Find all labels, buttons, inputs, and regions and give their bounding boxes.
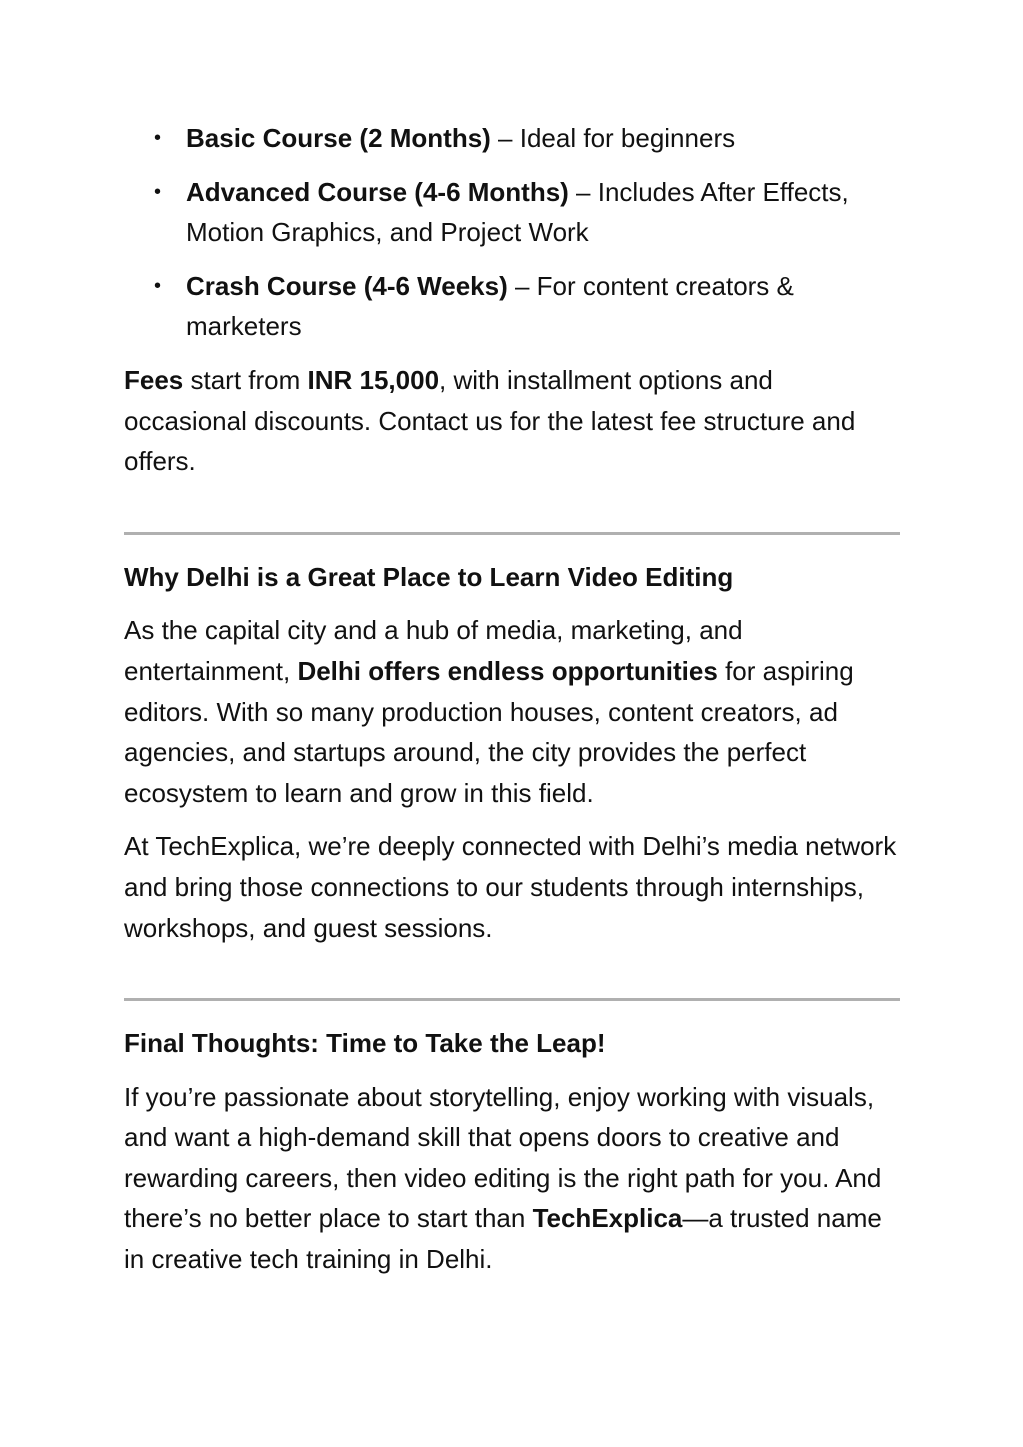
fees-text: start from	[183, 364, 308, 395]
section-divider	[124, 998, 900, 1001]
course-name: Basic Course (2 Months)	[186, 123, 491, 153]
course-name: Crash Course (4-6 Weeks)	[186, 270, 508, 301]
list-item	[124, 172, 900, 253]
list-item	[124, 118, 900, 159]
paragraph-text: for aspiring editors. With so many production houses, content creators, ad agencies, and startups around, the city provides the perfect ecosystem to learn and grow in this field.	[124, 655, 854, 808]
section-heading-final: Final Thoughts: Time to Take the Leap!	[124, 1028, 606, 1059]
course-list	[124, 118, 900, 347]
delhi-paragraph-2: At TechExplica, we’re deeply connected with Delhi’s media network and bring those connections to our students through internships, workshops, and guest sessions.	[124, 831, 897, 943]
bullet-icon: •	[154, 127, 162, 149]
paragraph-emphasis: Delhi offers endless opportunities	[297, 655, 718, 686]
paragraph-emphasis: TechExplica	[532, 1203, 683, 1234]
bullet-icon: •	[154, 274, 162, 297]
fees-text: , with installment options and occasional discounts. Contact us for the latest fee structure and offers.	[124, 364, 856, 477]
section-heading-delhi: Why Delhi is a Great Place to Learn Video Editing	[124, 561, 734, 592]
final-paragraph	[124, 1077, 900, 1280]
paragraph-text: —a trusted name in creative tech training in Delhi.	[124, 1203, 882, 1275]
section-divider	[124, 532, 900, 535]
fees-label: Fees	[124, 364, 184, 395]
paragraph-text: If you’re passionate about storytelling, enjoy working with visuals, and want a high-demand skill that opens doors to creative and rewarding careers, then video editing is the right path for you. And there’s no better place to start than	[124, 1081, 882, 1234]
course-description: – Ideal for beginners	[490, 123, 736, 153]
fees-amount: INR 15,000	[307, 364, 440, 395]
course-name: Advanced Course (4-6 Months)	[186, 176, 569, 207]
fees-paragraph	[124, 360, 900, 482]
bullet-icon: •	[154, 180, 162, 203]
list-item	[124, 266, 900, 347]
paragraph-text: As the capital city and a hub of media, marketing, and entertainment,	[124, 615, 743, 686]
document-page	[124, 118, 900, 1293]
delhi-paragraph-1	[124, 610, 900, 813]
course-description: – For content creators & marketers	[186, 270, 794, 342]
course-description: – Includes After Effects, Motion Graphics, and Project Work	[186, 176, 849, 248]
